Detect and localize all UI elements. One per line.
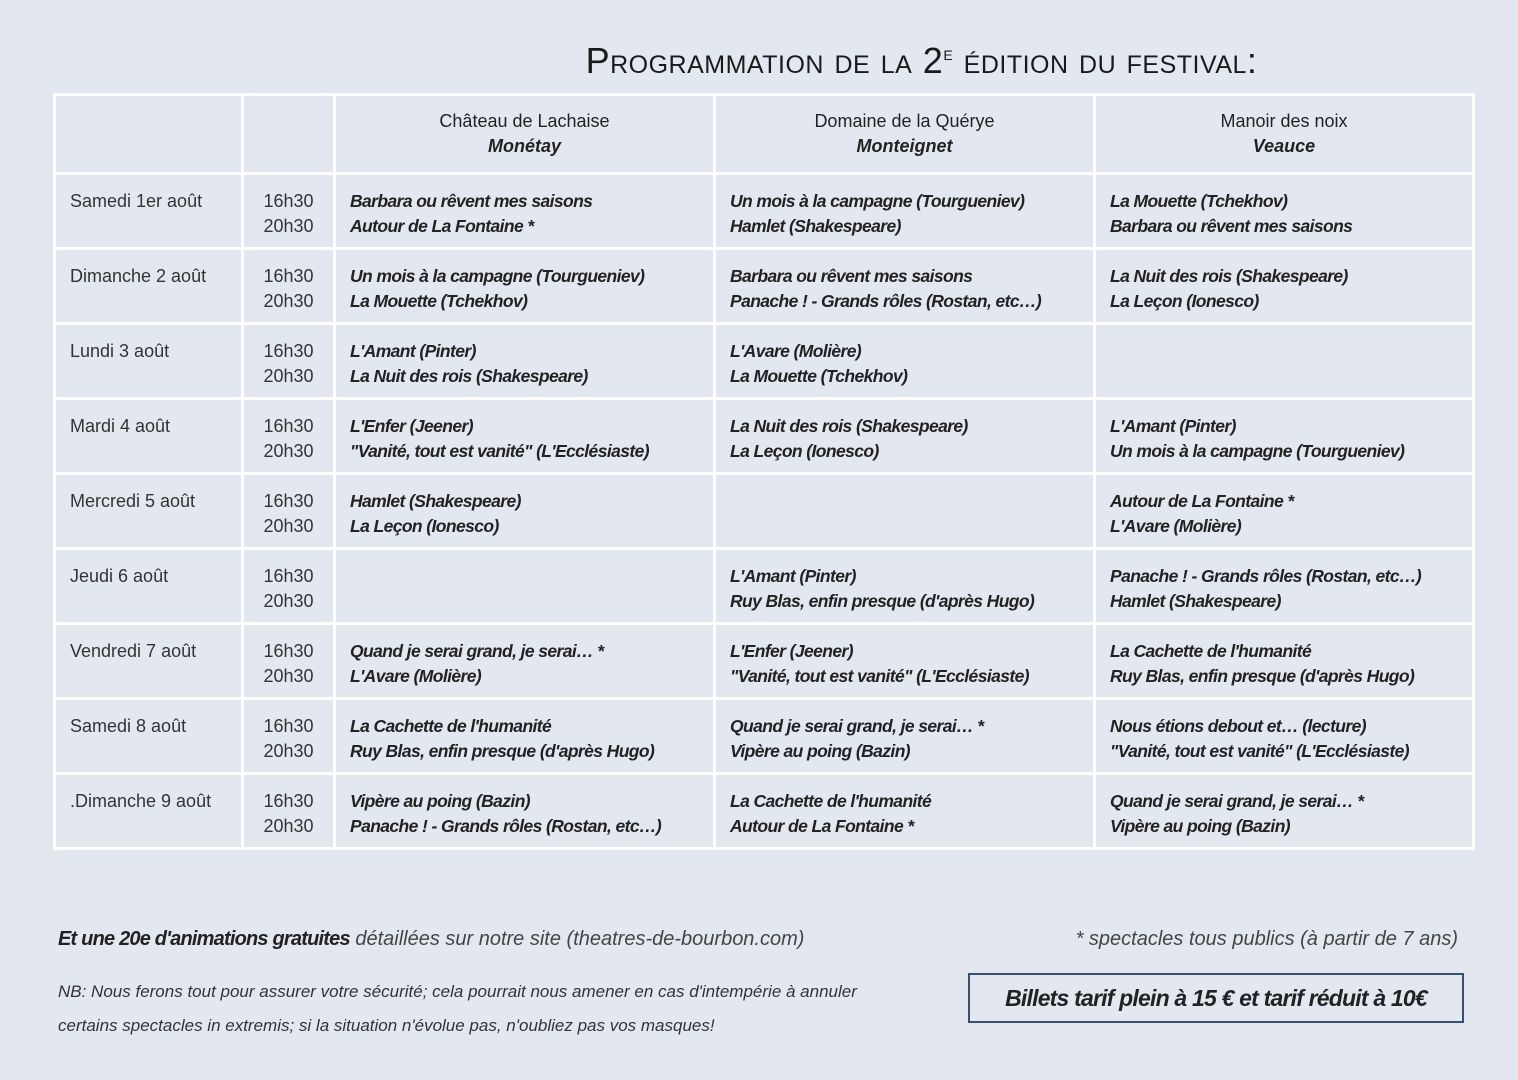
show-title: La Nuit des rois (Shakespeare) [1110, 266, 1348, 286]
day-cell: Dimanche 2 août [55, 249, 243, 324]
show-title: Autour de La Fontaine * [350, 216, 534, 236]
show-cell [715, 474, 1095, 549]
show-title: Hamlet (Shakespeare) [1110, 591, 1281, 611]
show-cell [1095, 624, 1474, 699]
show-title: Panache ! - Grands rôles (Rostan, etc…) [730, 291, 1042, 311]
show-title: Barbara ou rêvent mes saisons [1110, 216, 1353, 236]
show-cell [335, 774, 715, 849]
animations-bold: Et une 20e d'animations gratuites [58, 928, 350, 950]
time-cell [243, 324, 335, 399]
show-title: La Nuit des rois (Shakespeare) [350, 366, 588, 386]
show-cell [1095, 699, 1474, 774]
show-title: La Cachette de l'humanité [350, 716, 552, 736]
time: 16h30 [263, 791, 314, 811]
time-cell [243, 699, 335, 774]
day-cell: Samedi 8 août [55, 699, 243, 774]
show-title: La Leçon (Ionesco) [350, 516, 499, 536]
time: 16h30 [263, 416, 314, 436]
show-title: L'Enfer (Jeener) [350, 416, 473, 436]
venue-header [715, 95, 1095, 174]
show-cell [335, 324, 715, 399]
show-cell [1095, 549, 1474, 624]
show-title: Ruy Blas, enfin presque (d'après Hugo) [730, 591, 1035, 611]
show-title: L'Avare (Molière) [730, 341, 862, 361]
time: 16h30 [263, 266, 314, 286]
time: 20h30 [263, 741, 314, 761]
show-title: Barbara ou rêvent mes saisons [350, 191, 593, 211]
show-cell [335, 249, 715, 324]
time: 20h30 [263, 216, 314, 236]
show-cell [335, 624, 715, 699]
time: 20h30 [263, 291, 314, 311]
nb-note: NB: Nous ferons tout pour assurer votre sécurité; cela pourrait nous amener en cas d'intempérie à annuler certains spectacles in extremis; si la situation n'évolue pas, n'oubliez pas vos masques! [58, 982, 857, 1035]
time: 20h30 [263, 516, 314, 536]
show-title: Vipère au poing (Bazin) [1110, 816, 1291, 836]
show-title: Ruy Blas, enfin presque (d'après Hugo) [1110, 666, 1415, 686]
venue-header [1095, 95, 1474, 174]
show-title: Quand je serai grand, je serai… * [730, 716, 984, 736]
time: 16h30 [263, 566, 314, 586]
show-cell [715, 324, 1095, 399]
show-title: L'Enfer (Jeener) [730, 641, 853, 661]
page-title [0, 40, 1518, 82]
table-row [55, 174, 1474, 249]
time: 20h30 [263, 366, 314, 386]
day-cell: Vendredi 7 août [55, 624, 243, 699]
show-cell [715, 549, 1095, 624]
show-title: Hamlet (Shakespeare) [730, 216, 901, 236]
show-title: Nous étions debout et… (lecture) [1110, 716, 1366, 736]
table-row [55, 699, 1474, 774]
show-title: Quand je serai grand, je serai… * [1110, 791, 1364, 811]
show-title: Un mois à la campagne (Tourgueniev) [350, 266, 645, 286]
time-cell [243, 174, 335, 249]
title-sup: e [943, 43, 954, 65]
show-title: La Mouette (Tchekhov) [1110, 191, 1288, 211]
header-row [55, 95, 1474, 174]
venue-city: Monétay [487, 136, 561, 156]
venue-name: Domaine de la Quérye [814, 111, 995, 131]
show-title: Barbara ou rêvent mes saisons [730, 266, 973, 286]
show-cell [1095, 174, 1474, 249]
show-cell [1095, 399, 1474, 474]
show-title: Hamlet (Shakespeare) [350, 491, 521, 511]
show-title: "Vanité, tout est vanité" (L'Ecclésiaste) [730, 666, 1029, 686]
show-cell [715, 624, 1095, 699]
time-cell [243, 774, 335, 849]
show-cell [1095, 474, 1474, 549]
show-title: Un mois à la campagne (Tourgueniev) [730, 191, 1025, 211]
time-cell [243, 249, 335, 324]
table-row [55, 549, 1474, 624]
venue-city: Monteignet [856, 136, 953, 156]
time: 16h30 [263, 641, 314, 661]
time: 16h30 [263, 191, 314, 211]
show-title: L'Amant (Pinter) [730, 566, 856, 586]
show-title: L'Avare (Molière) [1110, 516, 1242, 536]
day-cell: Mercredi 5 août [55, 474, 243, 549]
show-title: L'Amant (Pinter) [350, 341, 476, 361]
show-cell [715, 399, 1095, 474]
animations-note [58, 928, 804, 951]
show-title: "Vanité, tout est vanité" (L'Ecclésiaste) [1110, 741, 1409, 761]
table-row [55, 624, 1474, 699]
show-cell [1095, 249, 1474, 324]
show-title: Un mois à la campagne (Tourgueniev) [1110, 441, 1405, 461]
time: 16h30 [263, 341, 314, 361]
show-title: "Vanité, tout est vanité" (L'Ecclésiaste) [350, 441, 649, 461]
show-title: Vipère au poing (Bazin) [730, 741, 911, 761]
header-empty [55, 95, 243, 174]
venue-name: Château de Lachaise [439, 111, 610, 131]
show-title: L'Avare (Molière) [350, 666, 482, 686]
show-cell [335, 174, 715, 249]
show-cell [1095, 324, 1474, 399]
show-title: L'Amant (Pinter) [1110, 416, 1236, 436]
show-title: La Cachette de l'humanité [1110, 641, 1312, 661]
table-row [55, 774, 1474, 849]
time: 20h30 [263, 591, 314, 611]
show-title: La Leçon (Ionesco) [730, 441, 879, 461]
show-cell [335, 699, 715, 774]
time: 16h30 [263, 491, 314, 511]
header-empty [243, 95, 335, 174]
time-cell [243, 399, 335, 474]
show-cell [715, 774, 1095, 849]
time-cell [243, 624, 335, 699]
show-title: Panache ! - Grands rôles (Rostan, etc…) [350, 816, 662, 836]
show-title: La Leçon (Ionesco) [1110, 291, 1259, 311]
show-title: Quand je serai grand, je serai… * [350, 641, 604, 661]
show-title: Autour de La Fontaine * [1110, 491, 1294, 511]
table-row [55, 324, 1474, 399]
schedule-table [53, 93, 1475, 850]
table-row [55, 399, 1474, 474]
show-cell [715, 699, 1095, 774]
show-title: La Mouette (Tchekhov) [730, 366, 908, 386]
show-cell [715, 174, 1095, 249]
price-box: Billets tarif plein à 15 € et tarif réduit à 10€ [968, 973, 1464, 1023]
venue-header [335, 95, 715, 174]
show-cell [335, 474, 715, 549]
time-cell [243, 474, 335, 549]
day-cell: .Dimanche 9 août [55, 774, 243, 849]
show-title: La Mouette (Tchekhov) [350, 291, 528, 311]
time-cell [243, 549, 335, 624]
show-title: La Cachette de l'humanité [730, 791, 932, 811]
day-cell: Lundi 3 août [55, 324, 243, 399]
time: 20h30 [263, 666, 314, 686]
animations-rest: détaillées sur notre site (theatres-de-bourbon.com) [349, 928, 805, 950]
title-text: Programmation de la 2 [585, 40, 944, 81]
show-cell [335, 549, 715, 624]
show-title: Panache ! - Grands rôles (Rostan, etc…) [1110, 566, 1422, 586]
time: 16h30 [263, 716, 314, 736]
time: 20h30 [263, 816, 314, 836]
show-cell [1095, 774, 1474, 849]
show-title: Vipère au poing (Bazin) [350, 791, 531, 811]
time: 20h30 [263, 441, 314, 461]
venue-city: Veauce [1252, 136, 1316, 156]
show-title: Ruy Blas, enfin presque (d'après Hugo) [350, 741, 655, 761]
venue-name: Manoir des noix [1220, 111, 1348, 131]
table-row [55, 249, 1474, 324]
day-cell: Samedi 1er août [55, 174, 243, 249]
star-note: * spectacles tous publics (à partir de 7 ans) [1075, 928, 1458, 950]
title-text-end: édition du festival: [953, 40, 1258, 81]
show-title: La Nuit des rois (Shakespeare) [730, 416, 968, 436]
table-row [55, 474, 1474, 549]
show-cell [335, 399, 715, 474]
show-title: Autour de La Fontaine * [730, 816, 914, 836]
day-cell: Mardi 4 août [55, 399, 243, 474]
show-cell [715, 249, 1095, 324]
day-cell: Jeudi 6 août [55, 549, 243, 624]
